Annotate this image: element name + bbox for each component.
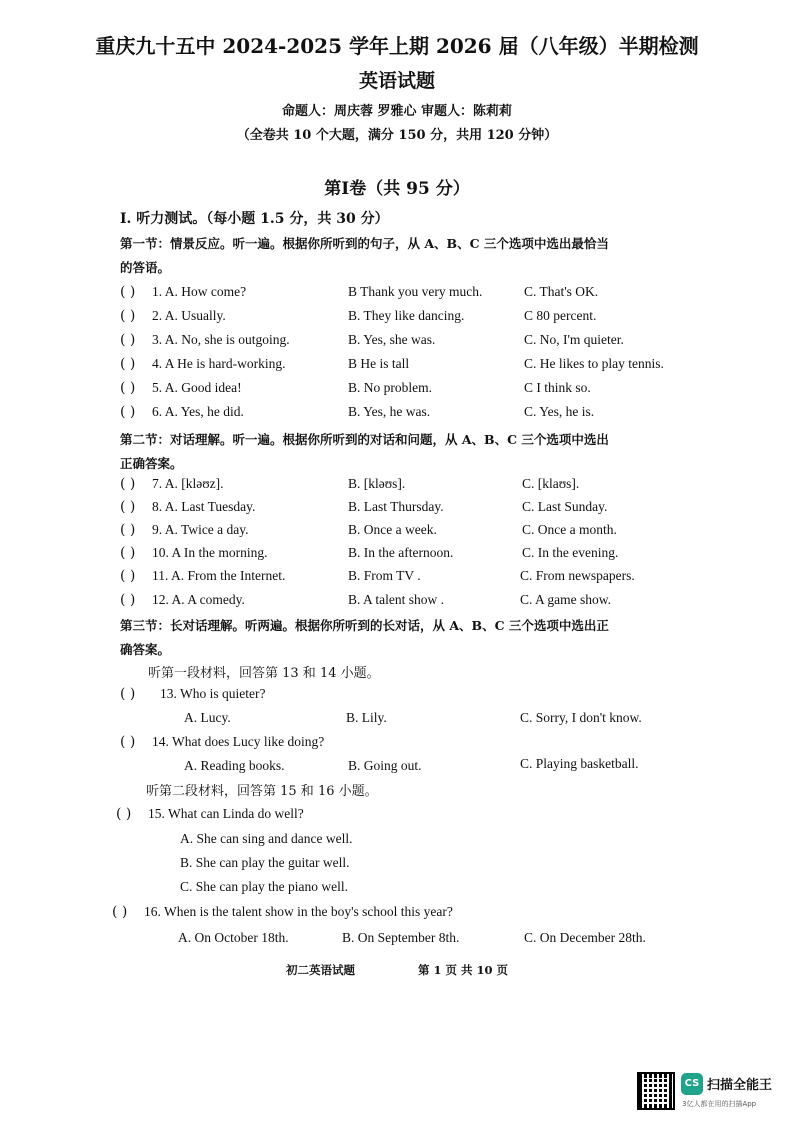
q12-option-c: C. A game show. (520, 592, 611, 607)
material1-note: 听第一段材料，回答第 13 和 14 小题。 (148, 666, 380, 681)
q13-option-b: B. Lily. (346, 710, 387, 725)
answer-blank: ( ) (120, 404, 136, 420)
q14-stem: 14. What does Lucy like doing? (152, 734, 325, 749)
q1-option-a: 1. A. How come? (152, 284, 247, 299)
footer-page-number: 第 1 页 共 10 页 (418, 963, 509, 977)
section2-instruction-cont: 正确答案。 (120, 456, 183, 471)
q15-stem: 15. What can Linda do well? (148, 806, 304, 821)
answer-blank: ( ) (120, 332, 136, 348)
q9-option-a: 9. A. Twice a day. (152, 522, 249, 537)
q14-option-a: A. Reading books. (184, 758, 285, 773)
q13-option-a: A. Lucy. (184, 710, 231, 725)
q13-stem: 13. Who is quieter? (160, 686, 266, 701)
q4-option-a: 4. A He is hard-working. (152, 356, 286, 371)
q16-option-c: C. On December 28th. (524, 930, 646, 945)
q2-option-a: 2. A. Usually. (152, 308, 226, 323)
q14-option-c: C. Playing basketball. (520, 756, 639, 771)
q10-option-c: C. In the evening. (522, 545, 619, 560)
q9-option-c: C. Once a month. (522, 522, 617, 537)
answer-blank: ( ) (120, 476, 136, 492)
exam-title: 重庆九十五中 2024-2025 学年上期 2026 届（八年级）半期检测 (95, 34, 699, 58)
q11-option-b: B. From TV . (348, 568, 421, 583)
q3-option-a: 3. A. No, she is outgoing. (152, 332, 290, 347)
q15-option-c: C. She can play the piano well. (180, 879, 348, 894)
q16-option-a: A. On October 18th. (178, 930, 289, 945)
answer-blank: ( ) (116, 806, 132, 822)
q3-option-b: B. Yes, she was. (348, 332, 436, 347)
q10-option-b: B. In the afternoon. (348, 545, 454, 560)
q8-option-a: 8. A. Last Tuesday. (152, 499, 256, 514)
q12-option-b: B. A talent show . (348, 592, 445, 607)
q4-option-c: C. He likes to play tennis. (524, 356, 664, 371)
section1-instruction-cont: 的答语。 (120, 260, 171, 275)
section1-instruction: 第一节：情景反应。听一遍。根据你所听到的句子，从 A、B、C 三个选项中选出最恰当 (120, 236, 609, 251)
answer-blank: ( ) (120, 734, 136, 750)
q11-option-a: 11. A. From the Internet. (152, 568, 286, 583)
authors-line: 命题人：周庆蓉 罗雅心 审题人：陈莉莉 (281, 104, 513, 119)
q12-option-a: 12. A. A comedy. (152, 592, 245, 607)
q7-option-a: 7. A. [kləʊz]. (152, 476, 224, 491)
answer-blank: ( ) (120, 356, 136, 372)
q8-option-b: B. Last Thursday. (348, 499, 444, 514)
answer-blank: ( ) (120, 686, 136, 702)
q3-option-c: C. No, I'm quieter. (524, 332, 624, 347)
section2-instruction: 第二节：对话理解。听一遍。根据你所听到的对话和问题，从 A、B、C 三个选项中选出 (120, 432, 609, 447)
material2-note: 听第二段材料，回答第 15 和 16 小题。 (146, 784, 378, 799)
section3-instruction-cont: 确答案。 (120, 642, 171, 657)
q8-option-c: C. Last Sunday. (522, 499, 608, 514)
qr-code-icon (637, 1072, 675, 1110)
q14-option-b: B. Going out. (348, 758, 422, 773)
q2-option-b: B. They like dancing. (348, 308, 465, 323)
q1-option-b: B Thank you very much. (348, 284, 483, 299)
q6-option-b: B. Yes, he was. (348, 404, 431, 419)
q5-option-b: B. No problem. (348, 380, 432, 395)
q2-option-c: C 80 percent. (524, 308, 597, 323)
volume-title: 第Ⅰ卷（共 95 分） (324, 179, 470, 199)
answer-blank: ( ) (120, 592, 136, 608)
q10-option-a: 10. A In the morning. (152, 545, 268, 560)
q6-option-a: 6. A. Yes, he did. (152, 404, 244, 419)
section3-instruction: 第三节：长对话理解。听两遍。根据你所听到的长对话，从 A、B、C 三个选项中选出正 (120, 618, 609, 633)
q4-option-b: B He is tall (348, 356, 410, 371)
subject-title: 英语试题 (358, 70, 435, 92)
answer-blank: ( ) (120, 568, 136, 584)
q16-option-b: B. On September 8th. (342, 930, 460, 945)
q9-option-b: B. Once a week. (348, 522, 437, 537)
q5-option-a: 5. A. Good idea! (152, 380, 242, 395)
answer-blank: ( ) (120, 522, 136, 538)
q16-stem: 16. When is the talent show in the boy's school this year? (144, 904, 453, 919)
answer-blank: ( ) (120, 545, 136, 561)
answer-blank: ( ) (120, 499, 136, 515)
q11-option-c: C. From newspapers. (520, 568, 635, 583)
q6-option-c: C. Yes, he is. (524, 404, 595, 419)
scanner-app-tagline: 3亿人都在用的扫描App (682, 1100, 757, 1108)
q15-option-a: A. She can sing and dance well. (180, 831, 353, 846)
footer-subject: 初二英语试题 (286, 963, 355, 977)
q7-option-b: B. [kləʊs]. (348, 476, 406, 491)
scanner-app-name: 扫描全能王 (707, 1078, 773, 1093)
q7-option-c: C. [klaʊs]. (522, 476, 580, 491)
part-heading: I. 听力测试。（每小题 1.5 分，共 30 分） (120, 211, 389, 227)
camscanner-logo-icon: CS (681, 1073, 703, 1095)
q15-option-b: B. She can play the guitar well. (180, 855, 350, 870)
exam-info: （全卷共 10 个大题，满分 150 分，共用 120 分钟） (236, 128, 558, 143)
answer-blank: ( ) (112, 904, 128, 920)
q5-option-c: C I think so. (524, 380, 591, 395)
answer-blank: ( ) (120, 380, 136, 396)
answer-blank: ( ) (120, 284, 136, 300)
q13-option-c: C. Sorry, I don't know. (520, 710, 642, 725)
q1-option-c: C. That's OK. (524, 284, 599, 299)
answer-blank: ( ) (120, 308, 136, 324)
